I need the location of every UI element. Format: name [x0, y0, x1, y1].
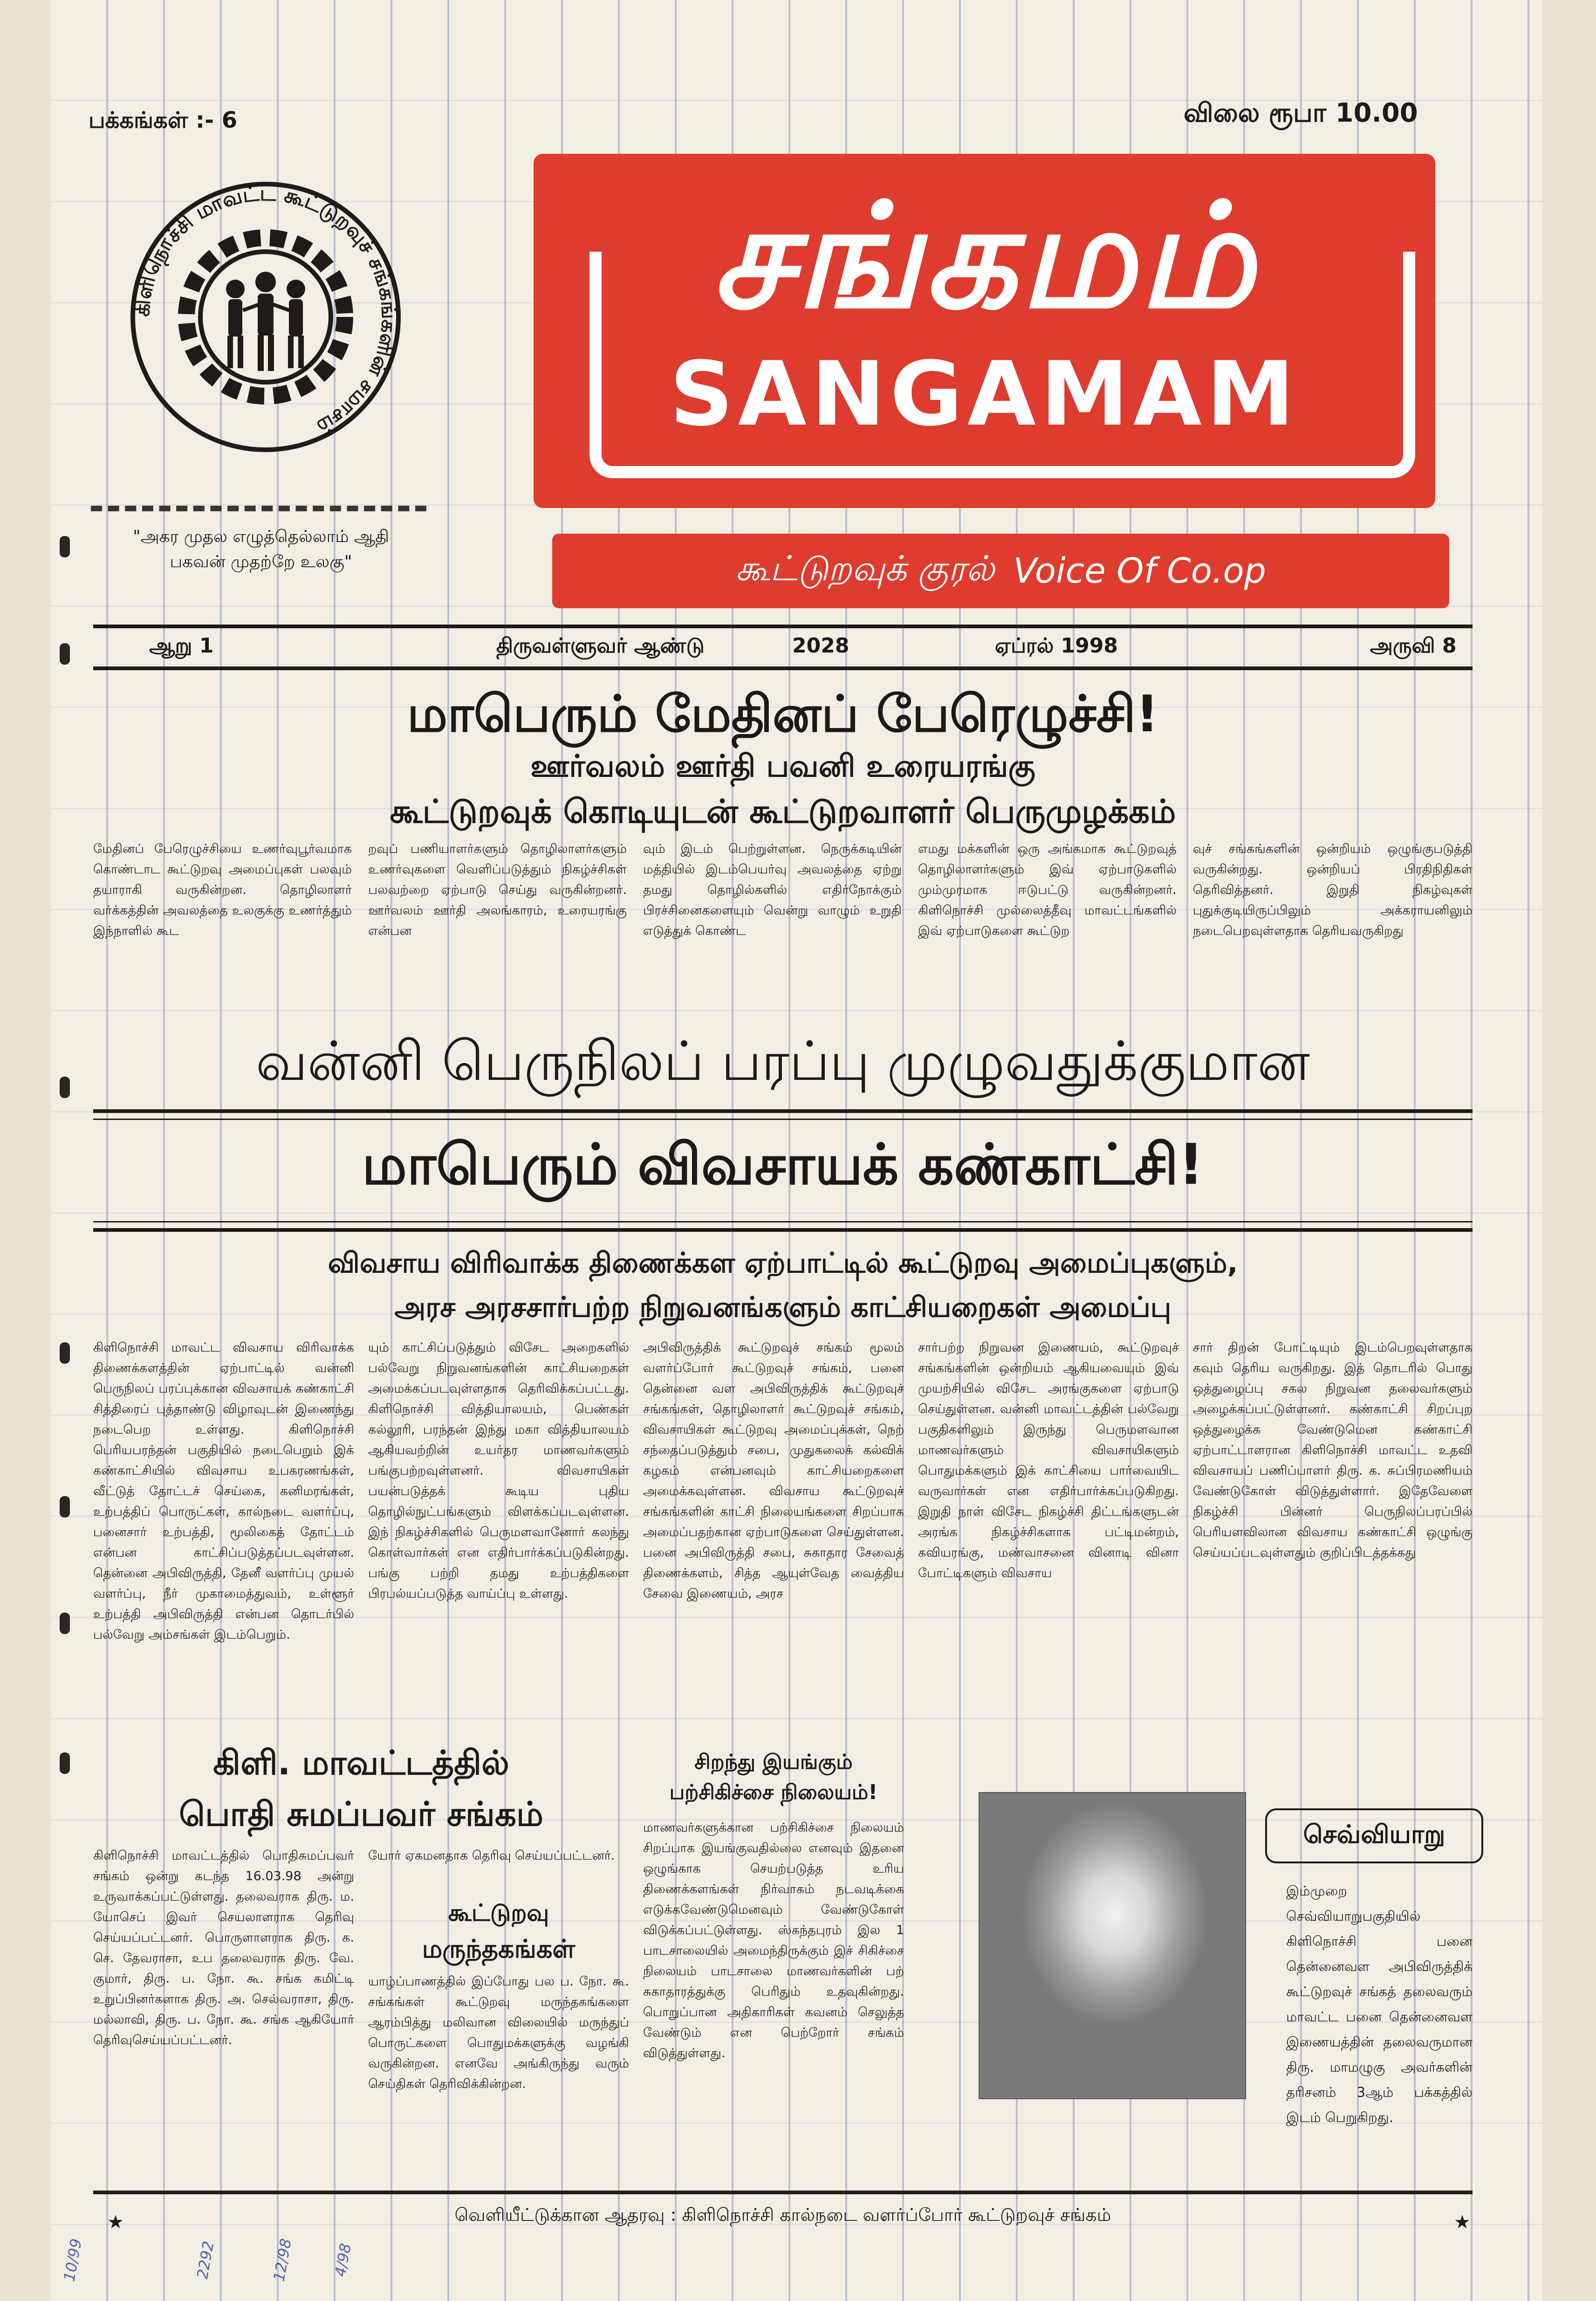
story1-subheadline: ஊர்வலம் ஊர்தி பவனி உரையரங்கு	[530, 748, 1035, 784]
story5-headline-1: சிறந்து இயங்கும்	[694, 1750, 853, 1774]
story5-headline-2: பற்சிகிச்சை நிலையம்!	[669, 1780, 878, 1804]
binder-hole	[60, 1496, 70, 1518]
masthead-title-english: SANGAMAM	[669, 343, 1300, 446]
story2-headline-2: மாபெரும் விவசாயக் கண்காட்சி!	[362, 1133, 1204, 1197]
story6-title-box: செவ்வியாறு	[1265, 1808, 1483, 1863]
archive-stamp: 2292	[193, 2239, 218, 2280]
story2-rule-thin	[93, 1119, 1473, 1120]
issue-date: ஏப்ரல் 1998	[995, 634, 1118, 658]
binder-hole	[60, 1613, 70, 1634]
motto-divider	[91, 506, 426, 511]
story1-subheadline-2: கூட்டுறவுக் கொடியுடன் கூட்டுறவாளர் பெருமுழக்கம்	[390, 792, 1176, 831]
story2-column: அபிவிருத்திக் கூட்டுறவுச் சங்கம் மூலம் வளர்ப்போர் கூட்டுறவுச் சங்கம், பனை தென்னை வள அபிவிருத்திக் கூட்டுறவுச் சங்கங்கள், தொழிலாளர் கூட்டுறவுச் சங்கம், விவசாயிகள் கூட்டுறவு அமைப்புக்கள், நெற் சந்தைப்படுத்தும் சபை, முதுகலைக் கல்விக் கழகம் என்பனவும் காட்சியறைகளை அமைக்கவுள்ளன. விவசாய கூட்டுறவுச் சங்கங்களின் காட்சி நிலையங்களை சிறப்பாக அமைப்பதற்கான ஏற்பாடுகளை செய்துள்ளன. பனை அபிவிருத்தி சபை, சுகாதார சேவைத் திணைக்களம், சித்த ஆயுள்வேத வைத்திய சேவை இணையம், அரச	[643, 1340, 904, 1601]
price-label: விலை ரூபா 10.00	[1184, 98, 1418, 128]
tagline-banner	[552, 534, 1449, 608]
emblem-ring-text: கிளிநொச்சி மாவட்ட கூட்டுறவுச் சங்கங்களின் சமாசம்	[130, 181, 401, 439]
footer-credit: வெளியீட்டுக்கான ஆதரவு : கிளிநொச்சி கால்நடை வளர்ப்போர் கூட்டுறவுச் சங்கம்	[454, 2205, 1111, 2225]
tagline-tamil: கூட்டுறவுக் குரல்	[735, 549, 995, 589]
story3-headline-1: கிளி. மாவட்டத்தில்	[213, 1743, 509, 1782]
year-label: திருவள்ளுவர் ஆண்டு	[496, 634, 705, 658]
story2-subheadline-1: விவசாய விரிவாக்க திணைக்கள ஏற்பாட்டில் கூட்டுறவு அமைப்புகளும்,	[328, 1247, 1238, 1279]
story1-column: வுச் சங்கங்களின் ஒன்றியம் ஒழுங்குபடுத்தி வருகின்றது. ஒன்றியப் பிரதிநிதிகள் தெரிவித்தனர். இறுதி நிகழ்வுகள் புதுக்குடியிருப்பிலும் அக்கராயனிலும் நடைபெறவுள்ளதாக தெரியவருகிறது	[1193, 842, 1473, 938]
story1-column: வும் இடம் பெற்றுள்ளன. நெருக்கடியின் மத்தியில் இடம்பெயர்வு அவலத்தை ஏற்று தமது தொழில்களில் எதிர்நோக்கும் பிரச்சினைகளையும் வென்று வாழும் உறுதி எடுத்துக் கொண்ட	[643, 842, 902, 938]
story2-subheadline-2: அரச அரசசார்பற்ற நிறுவனங்களும் காட்சியறைகள் அமைப்பு	[394, 1291, 1171, 1324]
portrait-photo	[979, 1792, 1246, 2099]
tagline-english: Voice Of Co.op	[1013, 551, 1266, 591]
star-icon: ★	[107, 2212, 124, 2233]
story2-column: யும் காட்சிப்படுத்தும் விசேட அறைகளில் பல்வேறு நிறுவனங்களின் காட்சியறைகள் அமைக்கப்படவுள்ளதாக தெரிவிக்கப்பட்டது. கிளிநொச்சி வித்தியாலயம், பெண்கள் கல்லூரி, பரந்தன் இந்து மகா வித்தியாலயம் ஆகியவற்றின் உயர்தர மாணவர்களும் பங்குபற்றவுள்ளனர். விவசாயிகள் பயன்படுத்தக் கூடிய புதிய தொழில்நுட்பங்களும் விளக்கப்படவுள்ளன. இந் நிகழ்ச்சிகளில் பெருமளவானோர் கலந்து கொள்வார்கள் என எதிர்பார்க்கப்படுகின்றது. பங்கு பற்றி தமது உற்பத்திகளை பிரபல்யப்படுத்த வாய்ப்பு உள்ளது.	[368, 1340, 629, 1601]
archive-stamp: 12/98	[270, 2237, 295, 2283]
story2-rule-bottom	[93, 1221, 1473, 1223]
binder-hole	[60, 1077, 70, 1098]
story5-body: மாணவர்களுக்கான பற்சிகிச்சை நிலையம் சிறப்பாக இயங்குவதில்லை எனவும் இதனை ஒழுங்காக செயற்படுத்த உரிய திணைக்களங்கள் நிர்வாகம் நடவடிக்கை எடுக்கவேண்டுமெனவும் வேண்டுகோள் விடுக்கப்பட்டுள்ளது. ஸ்கந்தபுரம் இல 1 பாடசாலையில் அமைந்திருக்கும் இச் சிகிச்சை நிலையம் பாடசாலை மாணவர்களின் பற் சுகாதாரத்துக்கு பெரிதும் உதவுகின்றது. பொறுப்பான அதிகாரிகள் கவனம் செலுத்த வேண்டும் என பெற்றோர் சங்கம் விடுத்துள்ளது.	[643, 1820, 904, 2061]
dateline-rule-bottom	[93, 666, 1473, 670]
star-icon: ★	[1454, 2212, 1471, 2233]
footer-rule	[93, 2191, 1473, 2194]
dateline-rule-top	[93, 625, 1473, 628]
issue-number: அருவி 8	[1370, 634, 1457, 658]
archive-stamp: 10/99	[60, 2237, 85, 2283]
binder-hole	[60, 1342, 70, 1364]
story1-column: றவுப் பணியாளர்களும் தொழிலாளர்களும் உணர்வுகளை வெளிப்படுத்தும் நிகழ்ச்சிகள் பலவற்றை ஏற்பாடு செய்து வருகின்றனர். ஊர்வலம் ஊர்தி அலங்காரம், உரையரங்கு என்பன	[368, 842, 627, 938]
story2-column: கிளிநொச்சி மாவட்ட விவசாய விரிவாக்க திணைக்களத்தின் ஏற்பாட்டில் வன்னி பெருநிலப் பரப்புக்கான விவசாயக் கண்காட்சி சித்திரைப் புத்தாண்டு விழாவுடன் இணைந்து நடைபெற உள்ளது. கிளிநொச்சி பெரியபரந்தன் பகுதியில் நடைபெறும் இக் கண்காட்சியில் விவசாய உபகரணங்கள், வீட்டுத் தோட்டச் செய்கை, கனிமரங்கள், உற்பத்திப் பொருட்கள், கால்நடை வளர்ப்பு, பனைசார் உற்பத்தி, மூலிகைத் தோட்டம் என்பன காட்சிப்படுத்தப்படவுள்ளன. தென்னை அபிவிருத்தி, தேனீ வளர்ப்பு முயல் வளர்ப்பு, நீர் முகாமைத்துவம், உள்ளூர் உற்பத்தி அபிவிருத்தி என்பன தொடர்பில் பல்வேறு அம்சங்கள் இடம்பெறும்.	[93, 1340, 354, 1642]
cooperative-emblem	[126, 177, 405, 457]
story2-headline-1: வன்னி பெருநிலப் பரப்பு முழுவதுக்குமான	[256, 1030, 1310, 1093]
story2-rule-bottom-thick	[93, 1228, 1473, 1232]
story2-column: சார் திறன் போட்டியும் இடம்பெறவுள்ளதாக கவும் தெரிய வருகிறது. இத் தொடரில் பொது ஒத்துழைப்பு சகல நிறுவன தலைவர்களும் அழைக்கப்பட்டுள்ளனர். கண்காட்சி சிறப்புற ஒத்துழைக்க வேண்டுமென கண்காட்சி ஏற்பாட்டாளரான கிளிநொச்சி மாவட்ட உதவி விவசாயப் பணிப்பாளர் திரு. க. சுப்பிரமணியம் வேண்டுகோள் விடுத்துள்ளார். இதேவேளை நிகழ்ச்சி பின்னர் பெருநிலப்பரப்பில் பெரியளவிலான விவசாய கண்காட்சி ஒழுங்கு செய்யப்படவுள்ளதும் குறிப்பிடத்தக்கது	[1193, 1340, 1473, 1560]
story3-headline-2: பொதி சுமப்பவர் சங்கம்	[179, 1794, 543, 1834]
story3-column: கிளிநொச்சி மாவட்டத்தில் பொதிசுமப்பவர் சங்கம் ஒன்று கடந்த 16.03.98 அன்று உருவாக்கப்பட்டுள்ளது. தலைவராக திரு. ம. யோசெப் இவர் செயலாளராக தெரிவு செய்யப்பட்டனர். பொருளாளராக திரு. க. செ. தேவராசா, உப தலைவராக திரு. வே. குமார், திரு. ப. நோ. கூ. சங்க கமிட்டி உறுப்பினர்களாக திரு. அ. செல்வராசா, திரு. மல்லாவி, திரு. ப. நோ. கூ. சங்க ஆகியோர் தெரிவுசெய்யப்பட்டனர்.	[93, 1848, 354, 2047]
motto: "அகர முதல எழுத்தெல்லாம் ஆதி பகவன் முதற்றே உலகு"	[133, 527, 389, 571]
story3-column: யோர் ஏகமனதாக தெரிவு செய்யப்பட்டனர்.	[368, 1848, 615, 1863]
binder-hole	[60, 536, 70, 557]
page-count: பக்கங்கள் :- 6	[89, 107, 238, 133]
story6-body: இம்முறை செவ்வியாறுபகுதியில் கிளிநொச்சி பனை தென்னைவள அபிவிருத்திக் கூட்டுறவுச் சங்கத் தலைவரும் மாவட்ட பனை தென்னைவள இணையத்தின் தலைவருமான திரு. மாமழுகு அவர்களின் தரிசனம் 3ஆம் பக்கத்தில் இடம் பெறுகிறது.	[1286, 1883, 1473, 2125]
story2-column: சார்பற்ற நிறுவன இணையம், கூட்டுறவுச் சங்கங்களின் ஒன்றியம் ஆகியவையும் இவ் முயற்சியில் விசேட அரங்குகளை ஏற்பாடு செய்துள்ளன. வன்னி மாவட்டத்தின் பல்வேறு பகுதிகளிலும் இருந்து பெருமளவான மாணவர்களும் விவசாயிகளும் பொதுமக்களும் இக் காட்சியை பார்வையிட வருவார்கள் என எதிர்பார்க்கப்படுகிறது. இறுதி நாள் விசேட நிகழ்ச்சி திட்டங்களுடன் அரங்க நிகழ்ச்சிகளாக பட்டிமன்றம், கவியரங்கு, மண்வாசனை வினாடி வினா போட்டிகளும் விவசாய	[918, 1340, 1179, 1580]
story4-body: யாழ்ப்பாணத்தில் இப்போது பல ப. நோ. கூ. சங்கங்கள் கூட்டுறவு மருந்தகங்களை ஆரம்பித்து மலிவான விலையில் மருந்துப் பொருட்களை பொதுமக்களுக்கு வழங்கி வருகின்றன. எனவே அங்கிருந்து வரும் செய்திகள் தெரிவிக்கின்றன.	[368, 1974, 629, 2091]
year: 2028	[792, 634, 849, 658]
story1-column: எமது மக்களின் ஒரு அங்கமாக கூட்டுறவுத் தொழிலாளர்களும் இவ் ஏற்பாடுகளில் மும்முரமாக ஈடுபட்டு வருகின்றனர். கிளிநொச்சி முல்லைத்தீவு மாவட்டங்களில் இவ் ஏற்பாடுகளை கூட்டுற	[918, 842, 1177, 938]
masthead-banner	[534, 154, 1435, 508]
volume: ஆறு 1	[149, 634, 214, 658]
binder-hole	[60, 1752, 70, 1774]
story1-column: மேதினப் பேரெழுச்சியை உணர்வுபூர்வமாக கொண்டாட கூட்டுறவு அமைப்புகள் பலவும் தயாராகி வருகின்றன. தொழிலாளர் வர்க்கத்தின் அவலத்தை உலகுக்கு உணர்த்தும் இந்நாளில் கூட	[93, 842, 352, 938]
masthead-title-tamil: சங்கமம்	[712, 172, 1257, 341]
archive-stamp: 4/98	[331, 2242, 355, 2278]
binder-hole	[60, 643, 70, 665]
story4-headline-2: மருந்தகங்கள்	[422, 1934, 575, 1964]
story4-headline-1: கூட்டுறவு	[448, 1899, 549, 1926]
story2-rule	[93, 1109, 1473, 1113]
story1-headline: மாபெரும் மேதினப் பேரெழுச்சி!	[407, 685, 1159, 743]
